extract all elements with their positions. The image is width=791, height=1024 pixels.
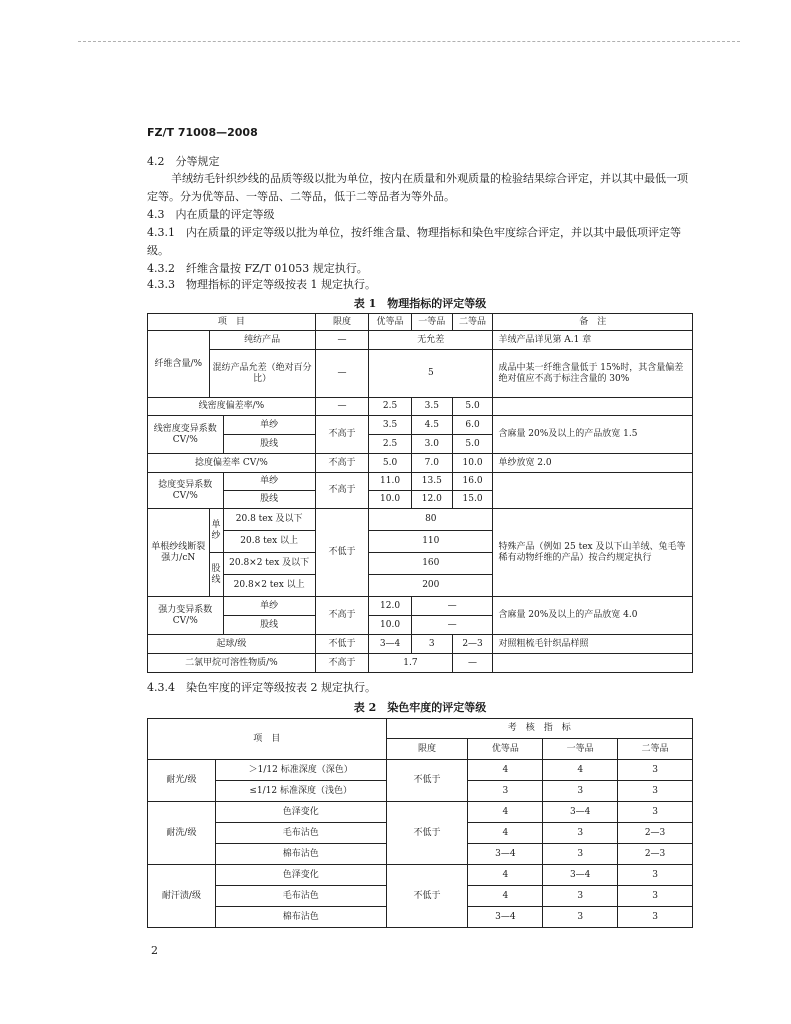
- cell: 毛布沾色: [215, 823, 386, 844]
- cell: 一等品: [543, 739, 618, 760]
- cell: 3: [543, 844, 618, 865]
- cell: 不低于: [386, 865, 468, 928]
- cell: 强力变异系数 CV/%: [148, 597, 224, 635]
- cell: 耐洗/级: [148, 802, 216, 865]
- cell: 3.0: [411, 435, 452, 454]
- cell: 4: [468, 865, 543, 886]
- cell: 5: [369, 350, 493, 398]
- standard-code: FZ/T 71008—2008: [147, 126, 258, 139]
- cell: —: [411, 616, 493, 635]
- table1-head-grade2: 一等品: [411, 314, 452, 331]
- cell: 80: [369, 509, 493, 531]
- section-4-3-2: 4.3.2 纤维含量按 FZ/T 01053 规定执行。: [147, 262, 368, 275]
- cell: 无允差: [369, 331, 493, 350]
- cell: 色泽变化: [215, 865, 386, 886]
- section-4-3-title: 4.3 内在质量的评定等级: [147, 208, 275, 221]
- cell: 5.0: [369, 454, 412, 473]
- cell: 单纱: [223, 597, 315, 616]
- cell: 线密度变异系数 CV/%: [148, 416, 224, 454]
- cell: 110: [369, 531, 493, 553]
- cell: 股线: [223, 491, 315, 509]
- cell: ≤1/12 标准深度（浅色）: [215, 781, 386, 802]
- table-row: [148, 331, 693, 350]
- cell: 2—3: [452, 635, 493, 654]
- cell: 纯纺产品: [209, 331, 315, 350]
- cell: 7.0: [411, 454, 452, 473]
- cell: 3: [618, 865, 693, 886]
- cell: 20.8 tex 以上: [223, 531, 315, 553]
- cell: 成品中某一纤维含量低于 15%时，其含量偏差绝对值应不高于标注含量的 30%: [493, 350, 693, 398]
- cell: 12.0: [411, 491, 452, 509]
- table-row: [148, 454, 693, 473]
- cell: 棉布沾色: [215, 907, 386, 928]
- cell: ＞1/12 标准深度（深色）: [215, 760, 386, 781]
- cell: 3: [468, 781, 543, 802]
- cell: 不高于: [315, 416, 368, 454]
- cell: 20.8×2 tex 以上: [223, 575, 315, 597]
- cell: 1.7: [369, 654, 453, 673]
- cell: 起球/级: [148, 635, 316, 654]
- cell: 200: [369, 575, 493, 597]
- cell: 不低于: [386, 760, 468, 802]
- table2-header-row: [148, 719, 693, 739]
- cell: 二等品: [618, 739, 693, 760]
- cell: 3: [543, 823, 618, 844]
- cell: 股线: [209, 553, 223, 597]
- table-row: [148, 416, 693, 435]
- cell: 20.8 tex 及以下: [223, 509, 315, 531]
- cell: 3—4: [543, 865, 618, 886]
- cell: 10.0: [369, 616, 412, 635]
- table-row: [148, 350, 693, 398]
- table1-head-item: 项 目: [148, 314, 316, 331]
- cell: 捻度变异系数 CV/%: [148, 473, 224, 509]
- cell: 13.5: [411, 473, 452, 491]
- table1-physical-indexes: [147, 313, 693, 673]
- section-4-3-3: 4.3.3 物理指标的评定等级按表 1 规定执行。: [147, 278, 376, 291]
- cell: 15.0: [452, 491, 493, 509]
- cell: 5.0: [452, 398, 493, 416]
- cell: 优等品: [468, 739, 543, 760]
- cell: 4.5: [411, 416, 452, 435]
- cell: 项 目: [148, 719, 387, 760]
- cell: —: [452, 654, 493, 673]
- table1-head-grade3: 二等品: [452, 314, 493, 331]
- table1-head-limit: 限度: [315, 314, 368, 331]
- table1-header-row: [148, 314, 693, 331]
- cell: 捻度偏差率 CV/%: [148, 454, 316, 473]
- cell: 3: [618, 886, 693, 907]
- cell: [493, 398, 693, 416]
- cell: 12.0: [369, 597, 412, 616]
- cell: 2.5: [369, 435, 412, 454]
- cell: 考 核 指 标: [386, 719, 692, 739]
- table-row: [148, 473, 693, 491]
- cell: 3: [411, 635, 452, 654]
- page-number: 2: [151, 944, 158, 957]
- table-row: [148, 802, 693, 823]
- cell: 3: [543, 886, 618, 907]
- cell: 6.0: [452, 416, 493, 435]
- table1-head-note: 备 注: [493, 314, 693, 331]
- table-row: [148, 760, 693, 781]
- cell: 单纱: [223, 416, 315, 435]
- cell: 3: [543, 907, 618, 928]
- fiber-content-label: 纤维含量/%: [148, 331, 210, 398]
- cell: 3: [618, 781, 693, 802]
- cell: 棉布沾色: [215, 844, 386, 865]
- cell: 限度: [386, 739, 468, 760]
- cell: 10.0: [369, 491, 412, 509]
- table-row: [148, 635, 693, 654]
- table1-head-grade1: 优等品: [369, 314, 412, 331]
- cell: 10.0: [452, 454, 493, 473]
- cell: 耐光/级: [148, 760, 216, 802]
- cell: [493, 654, 693, 673]
- cell: 单根纱线断裂强力/cN: [148, 509, 210, 597]
- cell: 股线: [223, 435, 315, 454]
- cell: 耐汗渍/级: [148, 865, 216, 928]
- cell: 二氯甲烷可溶性物质/%: [148, 654, 316, 673]
- cell: 2.5: [369, 398, 412, 416]
- scan-top-line: [78, 41, 740, 42]
- cell: 2—3: [618, 823, 693, 844]
- cell: 4: [468, 760, 543, 781]
- table1-caption: 表 1 物理指标的评定等级: [353, 297, 487, 310]
- cell: 色泽变化: [215, 802, 386, 823]
- cell: 4: [468, 823, 543, 844]
- cell: 特殊产品（例如 25 tex 及以下山羊绒、兔毛等稀有动物纤维的产品）按合约规定执行: [493, 509, 693, 597]
- cell: 4: [543, 760, 618, 781]
- cell: —: [315, 350, 368, 398]
- table-row: [148, 398, 693, 416]
- cell: 不高于: [315, 454, 368, 473]
- cell: 不高于: [315, 473, 368, 509]
- cell: 3—4: [369, 635, 412, 654]
- table-row: [148, 597, 693, 616]
- cell: 不高于: [315, 654, 368, 673]
- section-4-2-title: 4.2 分等规定: [147, 155, 220, 168]
- section-4-3-1: 4.3.1 内在质量的评定等级以批为单位，按纤维含量、物理指标和染色牢度综合评定，并以其中最低项评定等级。: [147, 226, 681, 257]
- cell: 含麻量 20%及以上的产品放宽 1.5: [493, 416, 693, 454]
- table2-color-fastness: [147, 718, 693, 928]
- cell: 16.0: [452, 473, 493, 491]
- table-row: [148, 654, 693, 673]
- cell: 对照粗梳毛针织品样照: [493, 635, 693, 654]
- cell: 160: [369, 553, 493, 575]
- cell: 不低于: [315, 635, 368, 654]
- cell: 4: [468, 886, 543, 907]
- cell: 单纱: [209, 509, 223, 553]
- cell: 线密度偏差率/%: [148, 398, 316, 416]
- cell: 3.5: [369, 416, 412, 435]
- cell: 5.0: [452, 435, 493, 454]
- cell: 3: [543, 781, 618, 802]
- cell: [493, 473, 693, 509]
- cell: 2—3: [618, 844, 693, 865]
- cell: 3: [618, 760, 693, 781]
- cell: 羊绒产品详见第 A.1 章: [493, 331, 693, 350]
- cell: —: [315, 398, 368, 416]
- table2-caption: 表 2 染色牢度的评定等级: [353, 701, 487, 714]
- cell: 不低于: [315, 509, 368, 597]
- cell: 不低于: [386, 802, 468, 865]
- cell: 单纱: [223, 473, 315, 491]
- cell: 3—4: [468, 907, 543, 928]
- table-row: [148, 509, 693, 531]
- cell: 3: [618, 907, 693, 928]
- cell: 含麻量 20%及以上的产品放宽 4.0: [493, 597, 693, 635]
- cell: 股线: [223, 616, 315, 635]
- cell: 3—4: [543, 802, 618, 823]
- cell: —: [411, 597, 493, 616]
- cell: 不高于: [315, 597, 368, 635]
- section-4-2-body: 羊绒纺毛针织纱线的品质等级以批为单位，按内在质量和外观质量的检验结果综合评定，并以其中最低一项定等。分为优等品、一等品、二等品，低于二等品者为等外品。: [147, 172, 688, 203]
- cell: 4: [468, 802, 543, 823]
- cell: 混纺产品允差（绝对百分比）: [209, 350, 315, 398]
- cell: 毛布沾色: [215, 886, 386, 907]
- cell: 3: [618, 802, 693, 823]
- cell: 11.0: [369, 473, 412, 491]
- section-4-3-4: 4.3.4 染色牢度的评定等级按表 2 规定执行。: [147, 681, 376, 694]
- cell: 3.5: [411, 398, 452, 416]
- table-row: [148, 865, 693, 886]
- cell: —: [315, 331, 368, 350]
- cell: 20.8×2 tex 及以下: [223, 553, 315, 575]
- cell: 3—4: [468, 844, 543, 865]
- cell: 单纱放宽 2.0: [493, 454, 693, 473]
